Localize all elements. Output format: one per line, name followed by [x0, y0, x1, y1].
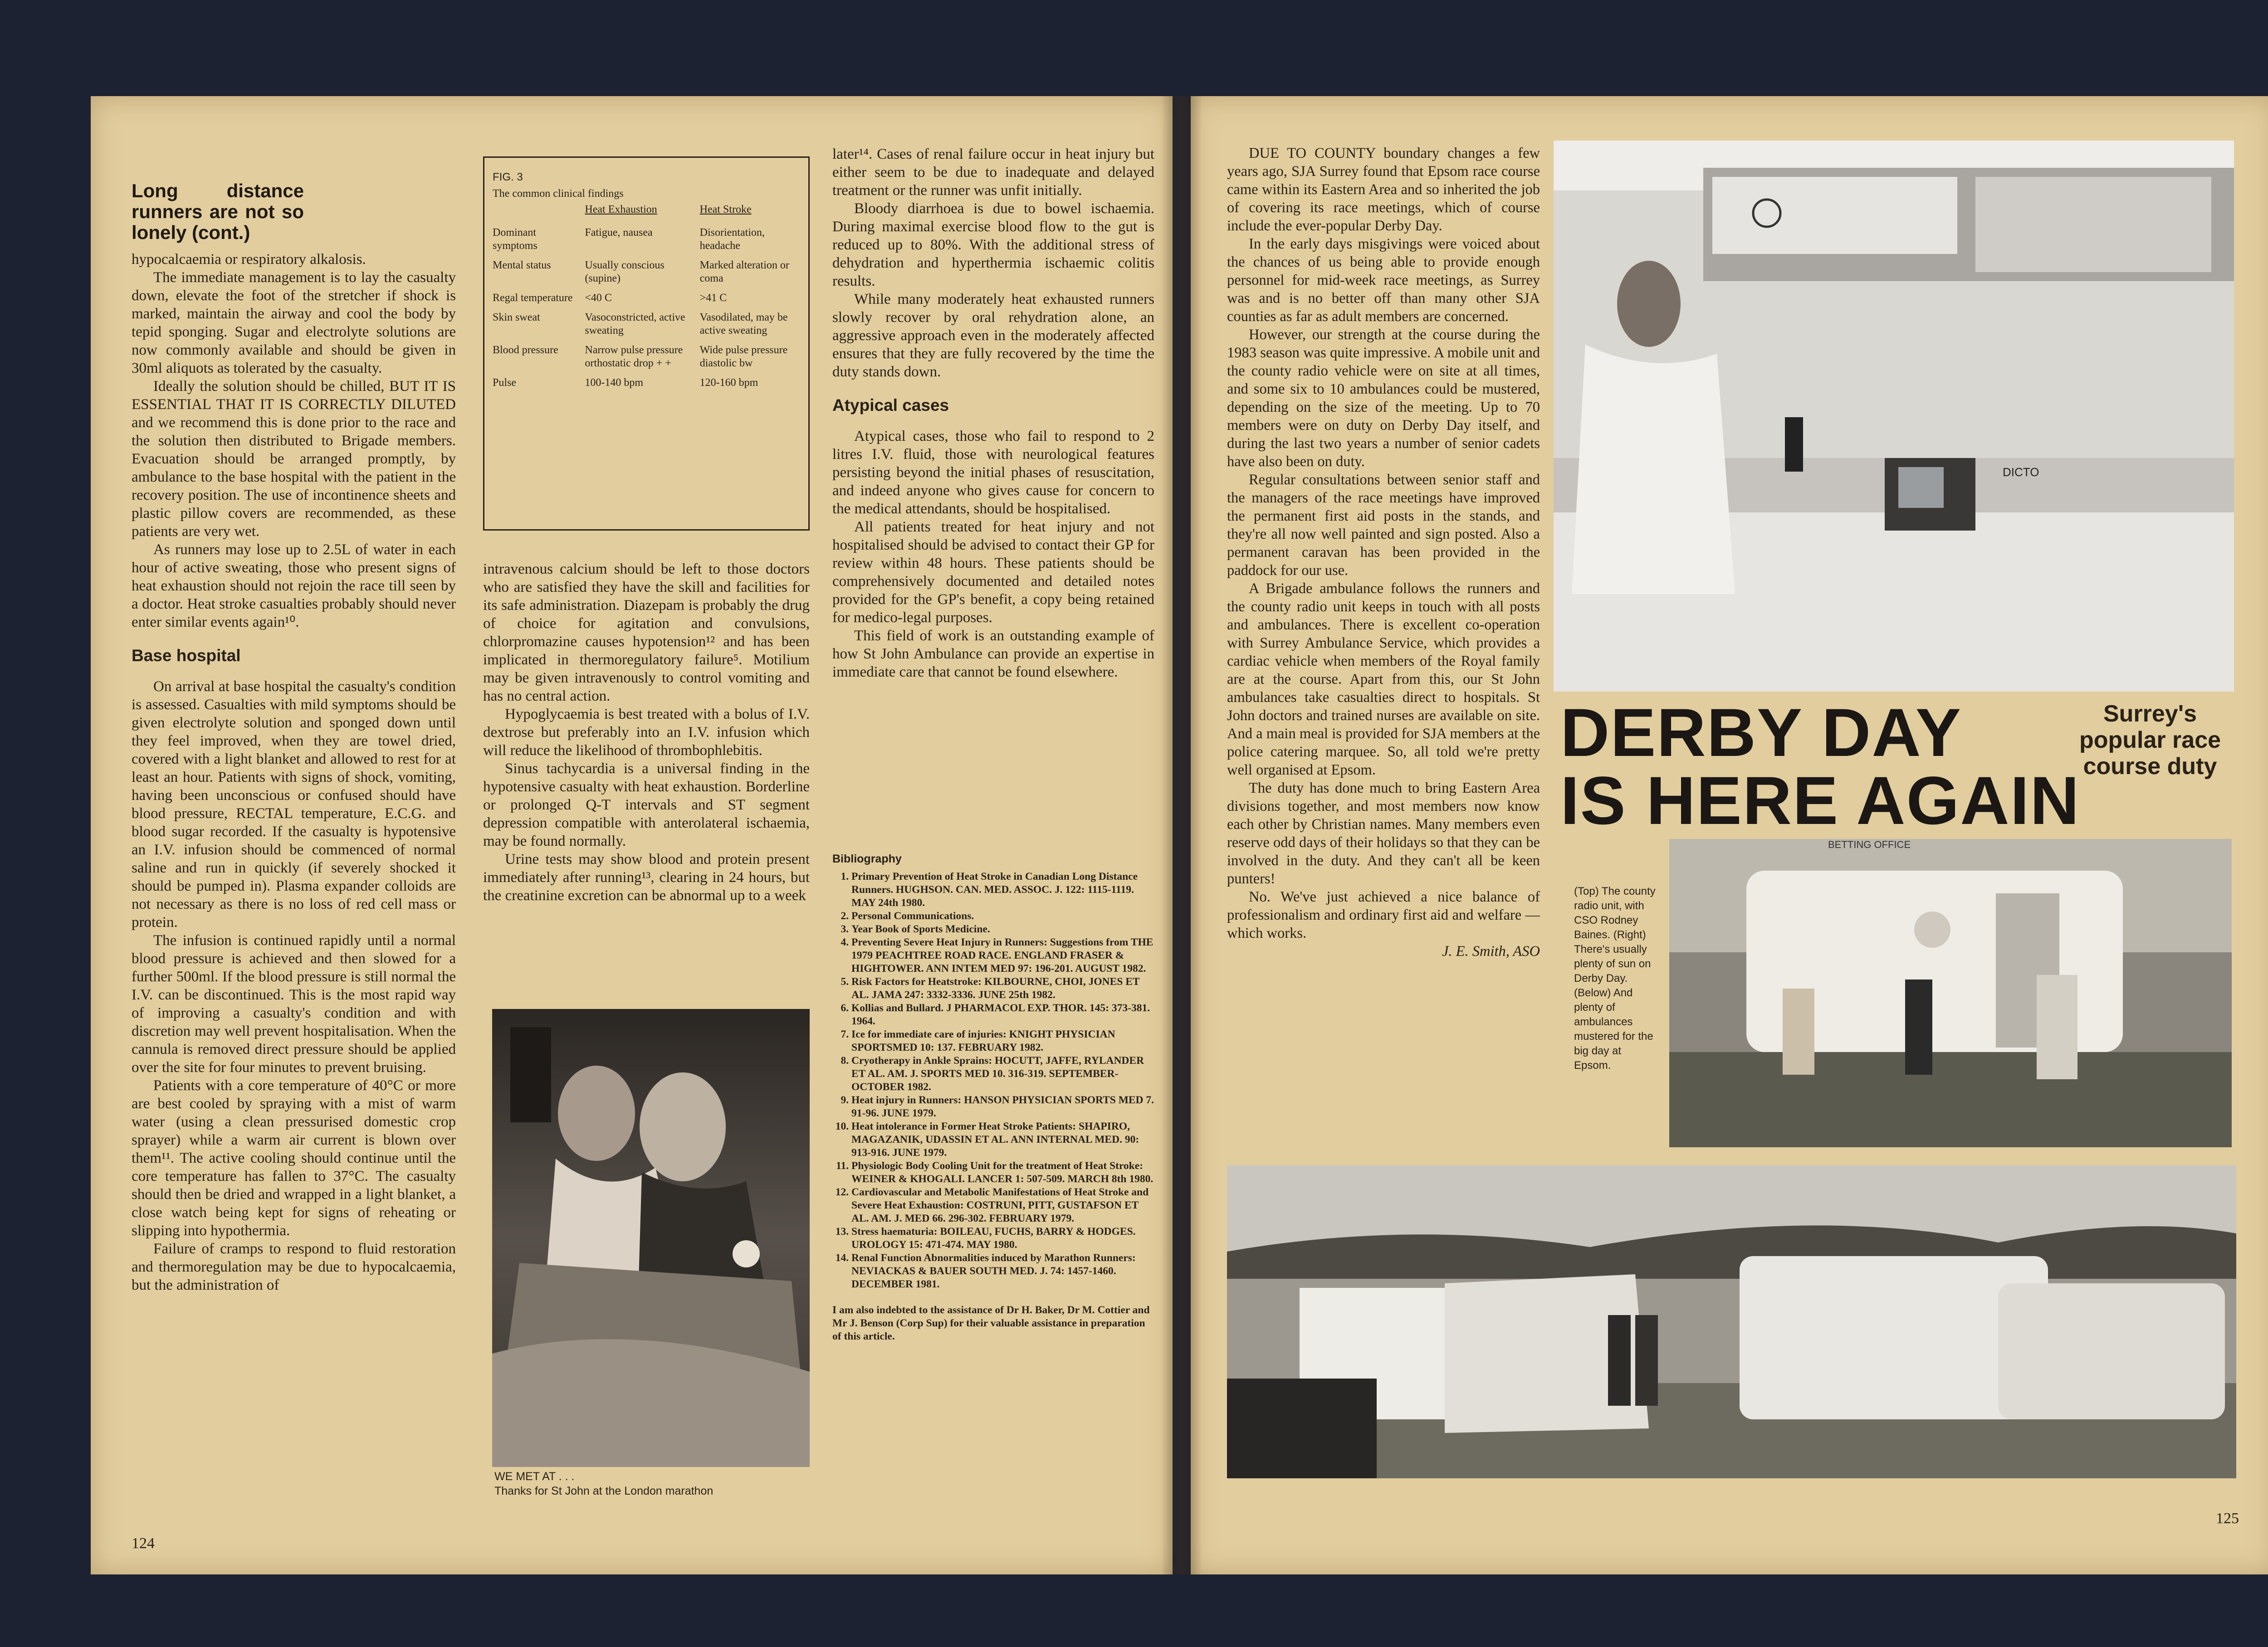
body-paragraph: Hypoglycaemia is best treated with a bolus of I.V. dextrose but preferably into an I.V. infusion which will reduce the likelihood of thrombophlebitis. — [483, 706, 810, 759]
body-paragraph: The infusion is continued rapidly until a normal blood pressure is achieved and then slowed for a further 500ml. If the blood pressure is still normal the I.V. can be discontinued. This is the most rapid way of improving a casualty's condition and with discretion may well prevent hospitalisation. When the cannula is removed direct pressure should be applied over the site for four minutes to prevent bruising. — [132, 932, 456, 1076]
table-cell: Mental status — [493, 259, 551, 271]
body-paragraph: Regular consultations between senior staff and the managers of the race meetings have improved the permanent first aid posts in the stands, and they're all now well painted and sign posted. Also a permanent caravan has been provided in the paddock for our use. — [1227, 472, 1540, 579]
acknowledgement: I am also indebted to the assistance of Dr H. Baker, Dr M. Cottier and Mr J. Benson (Corp Sup) for their valuable assistance in preparation of this article. — [832, 1304, 1150, 1342]
bibliography-item: 12. Cardiovascular and Metabolic Manifestations of Heat Stroke and Severe Heat Exhaustion: COSTRUNI, PITT, GUSTAFSON ET AL. AM. J. MED 66. 296-302. FEBRUARY 1979. — [851, 1186, 1154, 1225]
subhead-base-hospital: Base hospital — [132, 646, 241, 665]
bibliography-item: 13. Stress haematuria: BOILEAU, FUCHS, BARRY & HODGES. UROLOGY 15: 471-474. MAY 1980. — [851, 1225, 1154, 1252]
caravan-photo — [1669, 839, 2232, 1147]
headline-line-2: IS HERE AGAIN — [1560, 762, 2080, 838]
body-paragraph: The duty has done much to bring Eastern Area divisions together, and most members now know each other by Christian names. Many members even reserve odd days of their holidays so that they can be involved in the duty. And they can't all be keen punters! — [1227, 780, 1540, 887]
radio-unit-image — [1554, 141, 2234, 692]
table-cell: Pulse — [493, 377, 517, 389]
body-paragraph: As runners may lose up to 2.5L of water in each hour of active sweating, those who present signs of heat exhaustion should not rejoin the race till seen by a doctor. Heat stroke casualties probably should never enter similar events again¹⁰. — [132, 541, 456, 630]
radio-unit-photo — [1554, 141, 2234, 692]
bibliography-item: 4. Preventing Severe Heat Injury in Runners: Suggestions from THE 1979 PEACHTREE ROAD RACE. ENGLAND FRASER & HIGHTOWER. ANN INTEM MED 97: 196-201. AUGUST 1982. — [851, 936, 1154, 975]
table-cell: Usually conscious (supine) — [585, 259, 665, 284]
table-cell: Dominant symptoms — [493, 227, 538, 252]
photo-text-betting: BETTING OFFICE — [1828, 839, 1911, 850]
bibliography-item: 3. Year Book of Sports Medicine. — [851, 923, 1154, 936]
clinical-findings-table — [493, 203, 800, 396]
table-row — [493, 292, 800, 311]
body-paragraph: Sinus tachycardia is a universal finding in the hypotensive casualty with heat exhaustion. Borderline or prolonged Q-T intervals and ST segment depression compatible with anterolateral ischaemia, may be found normally. — [483, 760, 810, 849]
table-cell: Regal temperature — [493, 292, 573, 304]
author-signature: J. E. Smith, ASO — [1442, 943, 1540, 960]
body-paragraph: However, our strength at the course during the 1983 season was quite impressive. A mobile unit and the county radio vehicle were on site at all times, and some six to 10 ambulances could be mustered, depending on the size of the meeting. Up to 70 members were on duty on Derby Day itself, and during the last two years a number of senior cadets have also been on duty. — [1227, 326, 1540, 470]
article-heading: Long distance runners are not so lonely (cont.) — [132, 180, 304, 243]
table-cell: 100-140 bpm — [585, 377, 644, 389]
body-paragraph: Patients with a core temperature of 40°C or more are best cooled by spraying with a mist of warm water (using a clean pressurised domestic crop sprayer) while a warm air current is blown over them¹¹. The active cooling should continue until the core temperature has fallen to 37°C. The casualty should then be dried and wrapped in a light blanket, a close watch being kept for signs of reheating or slipping into hypothermia. — [132, 1077, 456, 1239]
marathon-photo-image — [492, 1009, 810, 1467]
body-paragraph: A Brigade ambulance follows the runners and the county radio unit keeps in touch with all posts and ambulances. There is excellent co-operation with Surrey Ambulance Service, which provides a cardiac vehicle when members of the Royal family are at the course. Apart from this, our St John ambulances take casualties direct to hospitals. St John doctors and trained nurses are available on site. And a main meal is provided for SJA members at the police catering marquee. So, all told we're pretty well organised at Epsom. — [1227, 580, 1540, 778]
photo-text-dicto: DICTO — [2003, 465, 2039, 479]
body-paragraph: Bloody diarrhoea is due to bowel ischaemia. During maximal exercise blood flow to the gut is reduced up to 80%. With the additional stress of dehydration and hyperthermia ischaemic colitis results. — [832, 200, 1154, 289]
bibliography-item: 7. Ice for immediate care of injuries: KNIGHT PHYSICIAN SPORTSMED 10: 137. FEBRUARY 1982. — [851, 1028, 1154, 1054]
body-paragraph: Failure of cramps to respond to fluid restoration and thermoregulation may be due to hypocalcaemia, but the administration of — [132, 1241, 456, 1293]
table-cell: Vasoconstricted, active sweating — [585, 312, 685, 336]
table-cell: 120-160 bpm — [699, 377, 758, 389]
right-column — [1227, 144, 1540, 960]
table-cell: Disorientation, headache — [699, 227, 765, 252]
table-cell: Skin sweat — [493, 312, 540, 323]
bibliography-item: 5. Risk Factors for Heatstroke: KILBOURNE, CHOI, JONES ET AL. JAMA 247: 3332-3336. JUNE 25th 1982. — [851, 975, 1154, 1002]
body-paragraph: hypocalcaemia or respiratory alkalosis. — [132, 251, 366, 268]
body-paragraph: Urine tests may show blood and protein present immediately after running¹³, clearing in 24 hours, but the creatinine excretion can be abnormal up to a week — [483, 851, 810, 904]
table-cell: Marked alteration or coma — [699, 259, 789, 284]
bibliography-item: 2. Personal Communications. — [851, 910, 1154, 923]
subheadline: Surrey's popular race course duty — [2079, 701, 2221, 780]
bibliography-item: 10. Heat intolerance in Former Heat Stroke Patients: SHAPIRO, MAGAZANIK, UDASSIN ET AL. ANN INTERNAL MED. 90: 913-916. JUNE 1979. — [851, 1120, 1154, 1160]
body-paragraph: No. We've just achieved a nice balance of professionalism and ordinary first aid and welfare — which works. — [1227, 889, 1540, 941]
table-cell: Narrow pulse pressure orthostatic drop + + — [585, 344, 683, 369]
headline-line-1: DERBY DAY — [1560, 694, 1962, 770]
ambulances-photo — [1227, 1165, 2236, 1478]
bibliography — [832, 853, 1154, 1343]
figure-title: The common clinical findings — [493, 188, 624, 200]
subhead-atypical-cases: Atypical cases — [832, 396, 949, 414]
body-paragraph: On arrival at base hospital the casualty's condition is assessed. Casualties with mild symptoms should be given electrolyte solution and sponged down until they feel improved, when they are towel dried, covered with a light blanket and allowed to rest for at least an hour. Patients with signs of shock, vomiting, having been unconscious or confused should have blood pressure, RECTAL temperature, E.C.G. and blood sugar recorded. If the casualty is hypotensive an I.V. infusion should be commenced of normal saline and run in quickly (if severely shocked it should be pumped in). Plasma expander colloids are not necessary as there is no loss of red cell mass or protein. — [132, 678, 456, 931]
table-row — [493, 226, 800, 259]
body-paragraph: All patients treated for heat injury and not hospitalised should be advised to contact their GP for review within 48 hours. These patients should be comprehensively documented and detailed notes provided for the GP's benefit, a copy being retained for medico-legal purposes. — [832, 519, 1154, 626]
bibliography-item: 8. Cryotherapy in Ankle Sprains: HOCUTT, JAFFE, RYLANDER ET AL. AM. J. SPORTS MED 10. 316-319. SEPTEMBER-OCTOBER 1982. — [851, 1054, 1154, 1094]
table-cell: >41 C — [699, 292, 727, 304]
bibliography-item: 6. Kollias and Bullard. J PHARMACOL EXP. THOR. 145: 373-381. 1964. — [851, 1002, 1154, 1028]
bibliography-item: 11. Physiologic Body Cooling Unit for the treatment of Heat Stroke: WEINER & KHOGALI. LANCER 1: 507-509. MARCH 8th 1980. — [851, 1160, 1154, 1186]
body-paragraph: DUE TO COUNTY boundary changes a few years ago, SJA Surrey found that Epsom race course came within its Eastern Area and so inherited the job of covering its race meetings, which of course include the ever-popular Derby Day. — [1227, 145, 1540, 234]
col-head-heat-stroke: Heat Stroke — [699, 204, 752, 215]
page-number-right: 125 — [2216, 1510, 2239, 1527]
gutter — [1161, 96, 1202, 1574]
bibliography-item: 1. Primary Prevention of Heat Stroke in Canadian Long Distance Runners. HUGHSON. CAN. MED. ASSOC. J. 122: 1115-1119. MAY 24th 1980. — [851, 870, 1154, 910]
body-paragraph: later¹⁴. Cases of renal failure occur in heat injury but either seem to be due to inadequate and delayed treatment or the runner was unfit initially. — [832, 146, 1154, 199]
table-cell: Blood pressure — [493, 344, 558, 356]
table-cell: Vasodilated, may be active sweating — [699, 312, 788, 336]
left-column-1 — [132, 180, 456, 1294]
page-number-left: 124 — [132, 1535, 155, 1552]
marathon-photo — [492, 1009, 810, 1467]
left-column-2 — [483, 560, 810, 905]
body-paragraph: This field of work is an outstanding example of how St John Ambulance can provide an expertise in immediate care that cannot be found elsewhere. — [832, 628, 1154, 680]
caption-line-1: WE MET AT . . . — [494, 1470, 575, 1483]
body-paragraph: In the early days misgivings were voiced about the chances of us being able to provide enough personnel for mid-week race meetings, as Surrey was and is no better off than many other SJA counties as far as adult members are concerned. — [1227, 236, 1540, 325]
table-row — [493, 376, 800, 396]
body-paragraph: Ideally the solution should be chilled, BUT IT IS ESSENTIAL THAT IT IS CORRECTLY DILUTED and we recommend this is done prior to the race and the solution then distributed to Brigade members. Evacuation should be arranged promptly, by ambulance to the base hospital with the patient in the recovery position. The use of incontinence sheets and plastic pillow covers are recommended, as these patients are very wet. — [132, 378, 456, 540]
left-column-3 — [832, 145, 1154, 681]
body-paragraph: Atypical cases, those who fail to respond to 2 litres I.V. fluid, those with neurological features persisting beyond the initial phases of resuscitation, and indeed anyone who gives cause for concern to the medical attendants, should be hospitalised. — [832, 428, 1154, 517]
marathon-photo-caption — [494, 1469, 812, 1498]
col-head-heat-exhaustion: Heat Exhaustion — [585, 204, 657, 215]
table-cell: Wide pulse pressure diastolic bw — [699, 344, 788, 369]
table-row — [493, 311, 800, 344]
table-row — [493, 259, 800, 292]
figure-3-table — [483, 156, 810, 531]
table-row — [493, 344, 800, 376]
caravan-image — [1669, 839, 2232, 1147]
bibliography-title: Bibliography — [832, 853, 902, 865]
figure-label: FIG. 3 — [493, 171, 523, 183]
bibliography-item: 14. Renal Function Abnormalities induced by Marathon Runners: NEVIACKAS & BAUER SOUTH MED. J. 74: 1457-1460. DECEMBER 1981. — [851, 1252, 1154, 1291]
body-paragraph: While many moderately heat exhausted runners slowly recover by oral rehydration alone, an aggressive approach even in the moderately affected ensures that they are fully recovered by the time the duty stands down. — [832, 291, 1154, 380]
ambulances-image — [1227, 1165, 2236, 1478]
right-photo-caption: (Top) The county radio unit, with CSO Rodney Baines. (Right) There's usually plenty of sun on Derby Day. (Below) And plenty of ambulances mustered for the big day at Epsom. — [1574, 885, 1656, 1072]
bibliography-item: 9. Heat injury in Runners: HANSON PHYSICIAN SPORTS MED 7. 91-96. JUNE 1979. — [851, 1094, 1154, 1120]
body-paragraph: intravenous calcium should be left to those doctors who are satisfied they have the skill and facilities for its safe administration. Diazepam is probably the drug of choice for agitation and convulsions, chlorpromazine causes hypotension¹² and has been implicated in thermoregulatory failure⁵. Motilium may be given intravenously to control vomiting and has no central action. — [483, 561, 810, 704]
caption-line-2: Thanks for St John at the London marathon — [494, 1485, 714, 1497]
table-cell: Fatigue, nausea — [585, 227, 653, 239]
table-cell: <40 C — [585, 292, 612, 304]
body-paragraph: The immediate management is to lay the casualty down, elevate the foot of the stretcher if shock is marked, maintain the airway and cool the body by tepid sponging. Sugar and electrolyte solutions are now commonly available and should be given in 30ml aliquots as tolerated by the casualty. — [132, 269, 456, 376]
